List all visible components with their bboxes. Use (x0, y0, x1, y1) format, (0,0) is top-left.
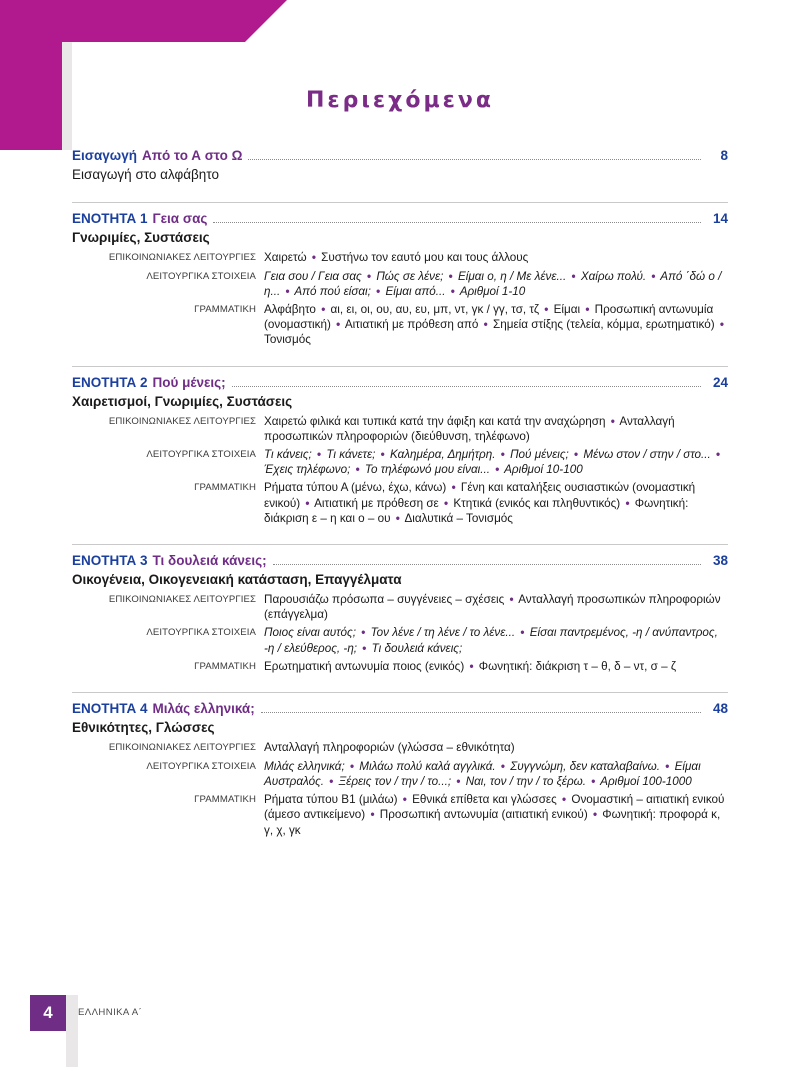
toc-entry-subtitle: Γνωριμίες, Συστάσεις (72, 230, 210, 245)
toc-detail-row (72, 269, 728, 299)
bullet-separator: • (719, 318, 724, 332)
page-footer (30, 995, 770, 1035)
toc-detail-row (72, 302, 728, 348)
leader-dots (213, 221, 701, 223)
bullet-separator: • (321, 302, 326, 316)
bullet-separator: • (456, 774, 461, 788)
bullet-separator: • (380, 447, 385, 461)
toc-entry-page-number: 8 (720, 148, 728, 163)
bullet-separator: • (444, 496, 449, 510)
toc-entry-subtitle: Εθνικότητες, Γλώσσες (72, 720, 215, 736)
bullet-separator: • (317, 447, 322, 461)
bullet-separator: • (716, 447, 721, 461)
leader-dots (232, 385, 701, 387)
bullet-separator: • (665, 759, 670, 773)
bullet-separator: • (562, 793, 567, 807)
footer-page-number: 4 (30, 995, 66, 1031)
toc-detail-text: Ποιος είναι αυτός; • Τον λένε / τη λένε / το λένε... • Είσαι παντρεμένος, -η / ανύπαντρος, -η / ελεύθερος, -η; • Τι δουλειά κάνεις; (264, 626, 718, 655)
toc-entry-label: ΕΝΟΤΗΤΑ 4 (72, 701, 148, 717)
toc-detail-text: Ρήματα τύπου Α (μένω, έχω, κάνω) • Γένη και καταλήξεις ουσιαστικών (ονομαστική ενικού) • Αιτιατική με πρόθεση σε • Κτητικά (ενικός και πληθυντικός) • Φωνητική: διάκριση ε – η και ο – ου • Διαλυτικά – Τονισμός (264, 481, 696, 525)
toc-detail-row (72, 414, 728, 444)
bullet-separator: • (402, 793, 407, 807)
bullet-separator: • (591, 774, 596, 788)
toc-entry[interactable] (72, 148, 728, 193)
toc-entries (72, 148, 728, 847)
toc-entry-title: Μιλάς ελληνικά; (152, 701, 255, 717)
decoration-left-bar (0, 0, 62, 150)
toc-detail-label: ΛΕΙΤΟΥΡΓΙΚΑ ΣΤΟΙΧΕΙΑ (146, 270, 256, 282)
bullet-separator: • (544, 302, 549, 316)
bullet-separator: • (366, 269, 372, 283)
toc-detail-text: Χαιρετώ • Συστήνω τον εαυτό μου και τους άλλους (264, 251, 529, 264)
bullet-separator: • (336, 318, 341, 332)
toc-entry[interactable] (72, 375, 728, 535)
toc-entry-title: Γεια σας (152, 211, 208, 226)
toc-entry-title: Πού μένεις; (152, 374, 226, 390)
toc-detail-text: Γεια σου / Γεια σας • Πώς σε λένε; • Είμαι ο, η / Με λένε... • Χαίρω πολύ. • Από ΄δώ ο / η... • Από πού είσαι; • Είμαι από... • Αριθμοί 1-10 (264, 269, 722, 298)
section-divider (72, 366, 728, 367)
section-divider (72, 202, 728, 203)
toc-detail-label: ΛΕΙΤΟΥΡΓΙΚΑ ΣΤΟΙΧΕΙΑ (146, 448, 256, 460)
bullet-separator: • (285, 284, 290, 298)
toc-entry-page-number: 48 (712, 701, 728, 717)
toc-entry-subtitle: Εισαγωγή στο αλφάβητο (72, 167, 219, 182)
toc-detail-text: Ερωτηματική αντωνυμία ποιος (ενικός) • Φωνητική: διάκριση τ – θ, δ – ντ, σ – ζ (264, 659, 676, 673)
section-divider (72, 544, 728, 545)
toc-entry-title: Από το Α στο Ω (141, 148, 243, 163)
toc-detail-label: ΓΡΑΜΜΑΤΙΚΗ (194, 794, 256, 806)
toc-detail-label: ΓΡΑΜΜΑΤΙΚΗ (194, 660, 256, 672)
bullet-separator: • (329, 774, 334, 788)
toc-detail-label: ΓΡΑΜΜΑΤΙΚΗ (194, 303, 256, 315)
footer-grey-strip (66, 995, 78, 1067)
toc-entry-header[interactable] (72, 148, 728, 164)
bullet-separator: • (574, 447, 579, 461)
toc-entry-header[interactable] (72, 553, 728, 569)
toc-detail-text: Ρήματα τύπου Β1 (μιλάω) • Εθνικά επίθετα και γλώσσες • Ονομαστική – αιτιατική ενικού (άμεσο αντικείμενο) • Προσωπική αντωνυμία (αιτιατική ενικού) • Φωνητική: προφορά κ, γ, χ, γκ (264, 793, 725, 837)
leader-dots (248, 158, 701, 160)
toc-entry[interactable] (72, 701, 728, 847)
footer-book-title: ΕΛΛΗΝΙΚΑ Α΄ (78, 1007, 143, 1018)
bullet-separator: • (585, 302, 590, 316)
toc-entry-subtitle: Οικογένεια, Οικογενειακή κατάσταση, Επαγγέλματα (72, 571, 402, 587)
bullet-separator: • (625, 496, 630, 510)
toc-entry-header[interactable] (72, 375, 728, 391)
toc-entry-title: Τι δουλειά κάνεις; (152, 552, 267, 568)
bullet-separator: • (469, 659, 474, 673)
toc-detail-row (72, 447, 728, 477)
bullet-separator: • (509, 592, 514, 606)
toc-detail-label: ΕΠΙΚΟΙΝΩΝΙΑΚΕΣ ΛΕΙΤΟΥΡΓΙΕΣ (108, 415, 256, 427)
toc-entry-header[interactable] (72, 701, 728, 717)
bullet-separator: • (571, 269, 576, 283)
bullet-separator: • (370, 808, 375, 822)
toc-detail-text: Παρουσιάζω πρόσωπα – συγγένειες – σχέσεις • Ανταλλαγή προσωπικών πληροφοριών (επάγγελμα) (264, 592, 721, 622)
toc-entry-page-number: 38 (712, 552, 728, 568)
bullet-separator: • (361, 626, 366, 640)
toc-entry-header[interactable] (72, 211, 728, 227)
toc-entry[interactable] (72, 211, 728, 357)
bullet-separator: • (305, 496, 310, 510)
bullet-separator: • (448, 269, 453, 283)
bullet-separator: • (450, 284, 455, 298)
bullet-separator: • (395, 511, 400, 525)
toc-detail-row (72, 759, 728, 789)
leader-dots (273, 563, 701, 565)
toc-entry-label: ΕΝΟΤΗΤΑ 2 (72, 374, 148, 390)
toc-entry-label: ΕΝΟΤΗΤΑ 1 (72, 211, 148, 226)
toc-entry-label: Εισαγωγή (72, 148, 137, 163)
bullet-separator: • (349, 759, 355, 773)
page-title: Περιεχόμενα (305, 88, 495, 113)
bullet-separator: • (592, 808, 598, 822)
toc-detail-label: ΛΕΙΤΟΥΡΓΙΚΑ ΣΤΟΙΧΕΙΑ (146, 627, 256, 639)
toc-detail-row (72, 740, 728, 756)
toc-detail-text: Ανταλλαγή πληροφοριών (γλώσσα – εθνικότητα) (264, 741, 515, 755)
toc-entry-page-number: 24 (712, 374, 728, 390)
toc-detail-row (72, 592, 728, 622)
bullet-separator: • (311, 251, 316, 264)
bullet-separator: • (610, 414, 615, 428)
toc-detail-text: Αλφάβητο • αι, ει, οι, ου, αυ, ευ, μπ, ντ, γκ / γγ, τσ, τζ • Είμαι • Προσωπική αντωνυμία (ονομαστική) • Αιτιατική με πρόθεση από • Σημεία στίξης (τελεία, κόμμα, ερωτηματικό) • Τονισμός (264, 302, 724, 347)
toc-detail-row (72, 792, 728, 838)
bullet-separator: • (495, 463, 500, 477)
toc-detail-label: ΓΡΑΜΜΑΤΙΚΗ (194, 482, 256, 494)
bullet-separator: • (651, 269, 656, 283)
bullet-separator: • (500, 447, 505, 461)
bullet-separator: • (451, 481, 456, 495)
bullet-separator: • (483, 318, 488, 332)
toc-entry-label: ΕΝΟΤΗΤΑ 3 (72, 552, 148, 568)
bullet-separator: • (355, 463, 360, 477)
toc-detail-label: ΕΠΙΚΟΙΝΩΝΙΑΚΕΣ ΛΕΙΤΟΥΡΓΙΕΣ (108, 593, 256, 605)
toc-detail-text: Χαιρετώ φιλικά και τυπικά κατά την άφιξη και κατά την αναχώρηση • Ανταλλαγή προσωπικών πληροφοριών (διεύθυνση, τηλέφωνο) (264, 414, 675, 443)
toc-detail-text: Μιλάς ελληνικά; • Μιλάω πολύ καλά αγγλικά. • Συγγνώμη, δεν καταλαβαίνω. • Είμαι Αυστραλός. • Ξέρεις τον / την / το...; • Ναι, τον / την / το ξέρω. • Αριθμοί 100-1000 (264, 759, 701, 788)
toc-entry-page-number: 14 (712, 211, 728, 226)
toc-detail-row (72, 659, 728, 675)
bullet-separator: • (500, 759, 505, 773)
section-divider (72, 692, 728, 693)
decoration-diagonal (245, 0, 287, 42)
bullet-separator: • (520, 626, 525, 640)
toc-detail-row (72, 625, 728, 655)
toc-detail-row (72, 250, 728, 266)
toc-detail-row (72, 480, 728, 526)
toc-detail-label: ΕΠΙΚΟΙΝΩΝΙΑΚΕΣ ΛΕΙΤΟΥΡΓΙΕΣ (108, 252, 256, 263)
toc-detail-label: ΛΕΙΤΟΥΡΓΙΚΑ ΣΤΟΙΧΕΙΑ (146, 760, 256, 772)
toc-detail-text: Τι κάνεις; • Τι κάνετε; • Καλημέρα, Δημήτρη. • Πού μένεις; • Μένω στον / στην / στο... • Έχεις τηλέφωνο; • Το τηλέφωνό μου είναι... • Αριθμοί 10-100 (264, 447, 721, 477)
leader-dots (261, 711, 701, 713)
toc-detail-label: ΕΠΙΚΟΙΝΩΝΙΑΚΕΣ ΛΕΙΤΟΥΡΓΙΕΣ (108, 742, 256, 754)
toc-entry[interactable] (72, 553, 728, 683)
bullet-separator: • (376, 284, 381, 298)
bullet-separator: • (362, 641, 367, 655)
toc-entry-subtitle: Χαιρετισμοί, Γνωριμίες, Συστάσεις (72, 393, 293, 409)
